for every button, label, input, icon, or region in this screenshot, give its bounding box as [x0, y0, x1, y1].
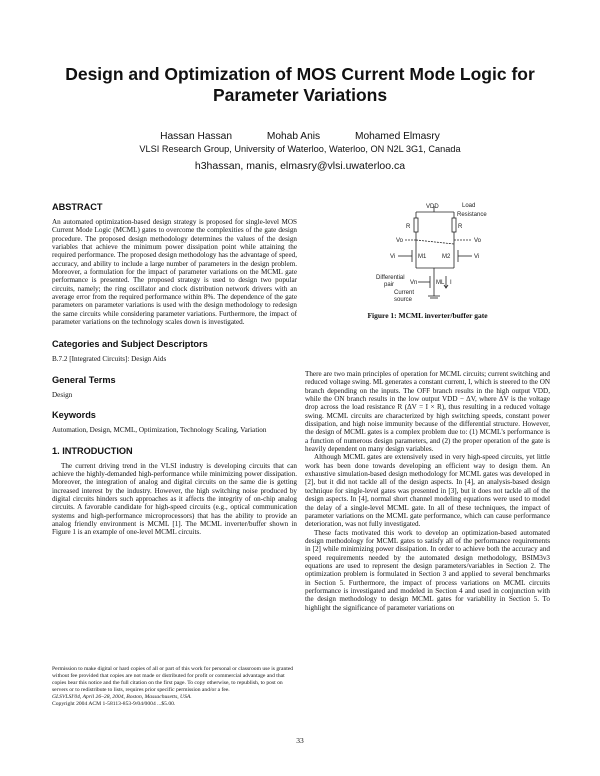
label-load: Load	[462, 203, 476, 209]
right-column	[305, 370, 550, 612]
categories-text: B.7.2 [Integrated Circuits]: Design Aids	[52, 355, 167, 364]
author-name: Mohamed Elmasry	[354, 131, 440, 142]
label-differential: Differential	[376, 275, 405, 281]
keywords-heading: Keywords	[52, 410, 96, 421]
page-number: 33	[296, 736, 304, 745]
label-pair: pair	[384, 282, 395, 288]
paper-title: Design and Optimization of MOS Current Mode Logic for Parameter Variations	[65, 64, 535, 105]
intro-text: The current driving trend in the VLSI industry is developing circuits that can achieve the highly-demanded high-performance while minimizing power dissipation. Moreover, the integration of analog and digital circuits on the same die is getting increased interest by the industry. However, the high switching noise produced by digital circuits hinders such approaches as it affects the integrity of on-chip analog circuits. A favorable candidate for high-speed circuits (e.g., optical communication systems and high-performance microprocessors) that has the ability to provide an analog friendly environment is MCML [1]. The MCML inverter/buffer shown in Figure 1 is an example of one-level MCML circuits.	[52, 461, 297, 537]
figure-caption: Figure 1: MCML inverter/buffer gate	[367, 311, 488, 320]
label-m2: M2	[442, 254, 451, 260]
author-emails: h3hassan, manis, elmasry@vlsi.uwaterloo.ca	[194, 160, 406, 172]
label-vi-left: Vi	[390, 254, 396, 260]
body-paragraph: There are two main principles of operation for MCML circuits; current switching and reduced voltage swing. ML generates a constant current, I, which is steered to the ON branch depending on the inputs. The OFF branch results in the high output VDD, while the ON branch results in the low output VDD − ΔV, where ΔV is the voltage drop across the load resistance R (ΔV = I × R), thus resulting in a reduced voltage swing. MCML circuits are characterized by high switching speeds, constant power dissipation, and high noise immunity because of the differential structure. However, the design of MCML gates is a complex problem due to: (1) MCML's performance is a function of numerous design parameters, and (2) the proper operation of the gate is heavily dependent on many design variables.	[305, 370, 551, 454]
label-vdd: VDD	[426, 204, 439, 210]
terms-heading: General Terms	[52, 374, 116, 385]
mcml-circuit-diagram	[354, 200, 504, 304]
label-vo-left: Vo	[396, 238, 404, 244]
label-vo-right: Vo	[474, 238, 482, 244]
abstract-text: An automated optimization-based design strategy is proposed for single-level MOS Current Mode Logic (MCML) gates to overcome the complexities of the gate design procedure. The proposed design methodology determines the values of the design variables that achieve the minimum power dissipation point while attaining the required performance. The proposed design methodology has the advantage of speed, accuracy, and ability to include a large number of parameters in the design problem. Moreover, a formulation for the impact of parameter variations on the MCML gate performance is presented. The proposed strategy is used to design two popular circuits, namely; the ring oscillator and clock distribution network drivers with an average error from the required performance within 8%. The dependence of the gate parameters on parameter variations is used with the design methodology to redesign the same circuits while considering parameter variations. Furthermore, the impact of parameter variations on the technology scales down is investigated.	[52, 218, 297, 327]
author-names	[60, 131, 540, 143]
affiliation: VLSI Research Group, University of Waterloo, Waterloo, ON N2L 3G1, Canada	[139, 144, 461, 154]
abstract-heading: ABSTRACT	[52, 202, 103, 212]
keywords-text: Automation, Design, MCML, Optimization, Technology Scaling, Variation	[52, 426, 267, 435]
label-r-right: R	[458, 224, 463, 230]
permission-notice: Permission to make digital or hard copies of all or part of this work for personal or classroom use is granted without fee provided that copies are not made or distributed for profit or commercial advantage and that copies bear this notice and the full citation on the first page. To copy otherwise, to republish, to post on servers or to redistribute to lists, requires prior specific permission and/or a fee. GLSVLSI'04, April 26–28, 2004, Boston, Massachusetts, USA. Copyright 2004 ACM 1-58113-853-9/04/0004 ...$5.00.	[52, 666, 294, 708]
left-column	[52, 202, 297, 537]
author-name: Hassan Hassan	[160, 131, 233, 142]
label-vn: Vn	[410, 280, 418, 286]
author-block	[60, 131, 540, 155]
label-r-left: R	[406, 224, 411, 230]
categories-heading: Categories and Subject Descriptors	[52, 339, 208, 350]
body-paragraph: Although MCML gates are extensively used in very high-speed circuits, yet little work has been done towards developing an efficient way to design them. An exhaustive simulation-based design methodology for MCML gates was developed in [2], but it did not tackle all of the design aspects. In [4], an analysis-based design technique for single-level gates was presented in [3], but it does not tackle all of the design aspects. In [4], normal short channel modeling equations were used to model the delay of a single-level MCML gate. In all of these techniques, the impact of parameter variations on the MCML gate performance, which can cause performance deterioration, was not fully investigated.	[305, 453, 550, 529]
label-ml: ML	[436, 280, 445, 286]
author-name: Mohab Anis	[266, 131, 321, 142]
terms-text: Design	[52, 390, 73, 399]
label-vi-right: Vi	[474, 254, 480, 260]
label-m1: M1	[418, 254, 427, 260]
label-resistance: Resistance	[457, 212, 487, 218]
body-paragraph: These facts motivated this work to develop an optimization-based automated design methodology for MCML gates to satisfy all of the performance requirements in [2] while minimizing power dissipation. In order to achieve both the accuracy and speed requirements needed by the automated design methodology, BSIM3v3 equations are used to represent the design parameters/variables in Section 2. The optimization problem is formulated in Section 3 and applied to several benchmarks in Section 5. Furthermore, the impact of process variations on MCML circuits performance is investigated and modeled in Section 4 and used in conjunction with the design methodology to design MCML gates for variability in Section 5. To highlight the significance of parameter variations on	[305, 528, 550, 612]
label-i: I	[450, 280, 452, 286]
label-source: source	[394, 297, 413, 303]
intro-heading: 1. INTRODUCTION	[52, 445, 133, 456]
label-current: Current	[394, 290, 415, 296]
